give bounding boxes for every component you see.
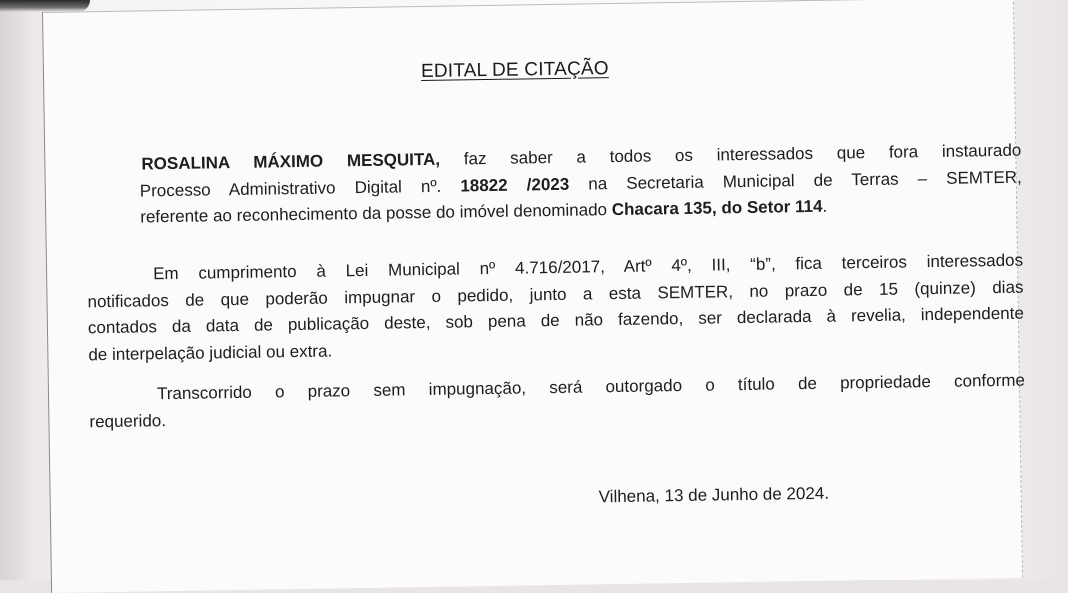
paragraph-1-text-1: faz saber a todos os interessados que fora instaurado xyxy=(439,140,1022,169)
paragraph-2-line-2: notificados de que poderão impugnar o pedido, junto a esta SEMTER, no prazo de 15 (quinze) dias xyxy=(87,277,1024,311)
paragraph-3-line-1: Transcorrido o prazo sem impugnação, será outorgado o título de propriedade conforme xyxy=(156,370,1026,404)
document-title: EDITAL DE CITAÇÃO xyxy=(420,58,609,83)
paragraph-3 xyxy=(89,368,1026,436)
paragraph-2 xyxy=(87,248,1025,369)
photo-edge-shadow xyxy=(0,0,30,580)
paragraph-2-line-3: contados da data de publicação deste, sob pena de não fazendo, ser declarada à revelia, independente xyxy=(87,303,1025,338)
paragraph-1-text-4: referente ao reconhecimento da posse do imóvel denominado xyxy=(140,200,612,227)
paragraph-1-text-3: na Secretaria Municipal de Terras – SEMTER, xyxy=(569,167,1022,194)
paragraph-1 xyxy=(141,138,1022,231)
paragraph-1-text-2: Processo Administrativo Digital nº. xyxy=(139,175,461,200)
paragraph-2-line-1: Em cumprimento à Lei Municipal nº 4.716/2017, Artº 4º, III, “b”, fica terceiros interessados xyxy=(152,250,1024,284)
paragraph-1-text-5: . xyxy=(822,196,828,216)
paper-sheet xyxy=(42,0,1026,593)
paragraph-2-line-4: de interpelação judicial ou extra. xyxy=(88,340,333,364)
process-number: 18822 /2023 xyxy=(460,174,570,195)
date-line: Vilhena, 13 de Junho de 2024. xyxy=(598,483,830,507)
paragraph-3-line-2: requerido. xyxy=(89,410,167,431)
property-name: Chacara 135, do Setor 114 xyxy=(611,196,823,220)
petitioner-name: ROSALINA MÁXIMO MESQUITA, xyxy=(141,149,441,174)
photo-corner-shadow xyxy=(0,0,90,12)
